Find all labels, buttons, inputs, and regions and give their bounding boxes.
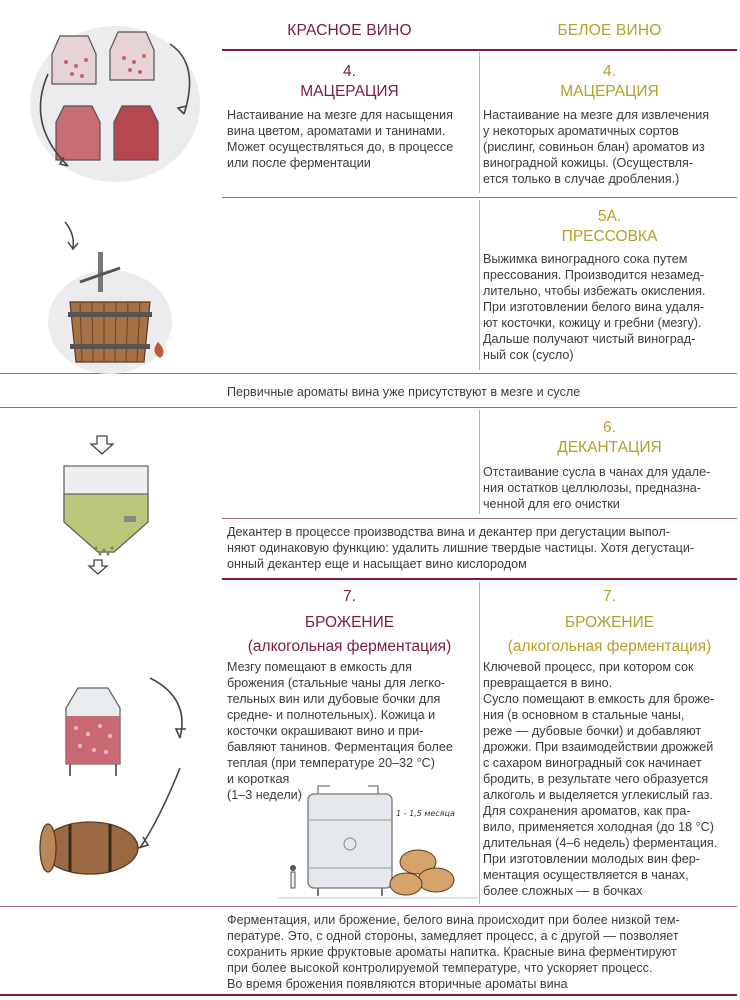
primary-aromas-note: Первичные ароматы вина уже присутствуют в мезге и сусле	[227, 385, 581, 399]
wine-press-illustration	[40, 212, 190, 382]
section-divider	[0, 906, 737, 907]
column-divider	[479, 200, 480, 370]
step-number: 4.	[603, 63, 616, 80]
step-number: 7.	[343, 588, 356, 605]
pressing-title	[482, 207, 737, 247]
white-wine-header: БЕЛОЕ ВИНО	[557, 22, 662, 39]
step-title: ПРЕССОВКА	[561, 228, 658, 245]
maceration-white-text: Настаивание на мезге для извлечения у некоторых ароматичных сортов (рислинг, совиньон блан) ароматов из виноградной кожицы. (Осуществля- ется только в случае дробления.)	[483, 108, 710, 186]
fermentation-vats-illustration	[278, 780, 478, 904]
duration-label: 1 - 1,5 месяца	[396, 809, 455, 818]
column-divider	[479, 582, 480, 904]
step-subtitle: (алкогольная ферментация)	[247, 638, 452, 655]
section-divider	[222, 197, 737, 198]
step-title: МАЦЕРАЦИЯ	[300, 83, 399, 100]
fermentation-red-text: Мезгу помещают в емкость для брожения (стальные чаны для легко- тельных вин или дубовые бочки для средне- и полнотельных). Кожица и косточки окрашивают вино и при- бавляют танинов. Ферментация более теплая (при температуре 20–32 °С) и короткая (1–3 недели)	[227, 660, 453, 802]
red-wine-header: КРАСНОЕ ВИНО	[287, 22, 412, 39]
maceration-red-text: Настаивание на мезге для насыщения вина цветом, ароматами и танинами. Может осуществляться до, в процессе или после ферментации	[227, 108, 454, 170]
decantation-title	[482, 418, 737, 458]
header-divider	[222, 49, 737, 51]
step-title: ДЕКАНТАЦИЯ	[557, 439, 662, 456]
step-number: 5А.	[597, 208, 622, 225]
fermentation-tank-barrel-illustration	[30, 668, 210, 898]
maceration-red-title	[222, 62, 477, 102]
section-divider	[222, 578, 737, 580]
step-title: БРОЖЕНИЕ	[304, 614, 395, 631]
maceration-tanks-illustration	[20, 14, 210, 194]
section-divider	[0, 407, 737, 408]
fermentation-note: Ферментация, или брожение, белого вина происходит при более низкой тем- пературе. Это, с одной стороны, замедляет процесс, а с другой — позволяет сохранить яркие фруктовые ароматы напитка. Красные вина ферментируют при более высокой контролируемой температуре, что ускоряет процесс. Во время брожения появляются вторичные ароматы вина	[227, 913, 680, 991]
step-subtitle: (алкогольная ферментация)	[507, 638, 712, 655]
fermentation-white-text: Ключевой процесс, при котором сок превращается в вино. Сусло помещают в емкость для броже- ния (в основном в стальные чаны, реже — дубовые бочки) и добавляют дрожжи. При взаимодействии дрожжей с сахаром виноградный сок начинает бродить, в результате чего образуется алкоголь и выделяется углекислый газ. Для сохранения ароматов, как пра- вило, применяется холодная (до 18 °С) длительная (4–6 недель) ферментация. При изготовлении молодых вин фер- ментация осуществляется в чанах, более сложных — в бочках	[483, 660, 718, 898]
maceration-white-title	[482, 62, 737, 102]
decanting-tank-illustration	[52, 432, 162, 578]
fermentation-white-title	[482, 587, 737, 657]
step-number: 4.	[343, 63, 356, 80]
step-title: БРОЖЕНИЕ	[564, 614, 655, 631]
step-title: МАЦЕРАЦИЯ	[560, 83, 659, 100]
step-number: 7.	[603, 588, 616, 605]
section-divider	[222, 518, 737, 519]
column-divider	[479, 52, 480, 193]
fermentation-red-title	[222, 587, 477, 657]
decantation-text: Отстаивание сусла в чанах для удале- ния остатков целлюлозы, предназна- ченной для его очистки	[483, 465, 711, 511]
decanter-note: Декантер в процессе производства вина и декантер при дегустации выпол- няют одинаковую функцию: удалить лишние твердые частицы. Хотя дегустаци- онный декантер еще и насыщает вино кислородом	[227, 525, 695, 571]
step-number: 6.	[603, 419, 616, 436]
pressing-text: Выжимка виноградного сока путем прессования. Производится незамед- лительно, чтобы избежать окисления. При изготовлении белого вина удаля- ют косточки, кожицу и гребни (мезгу). Дальше получают чистый виноград- ный сок (сусло)	[483, 252, 706, 362]
bottom-rule	[0, 994, 737, 996]
column-divider	[479, 410, 480, 514]
